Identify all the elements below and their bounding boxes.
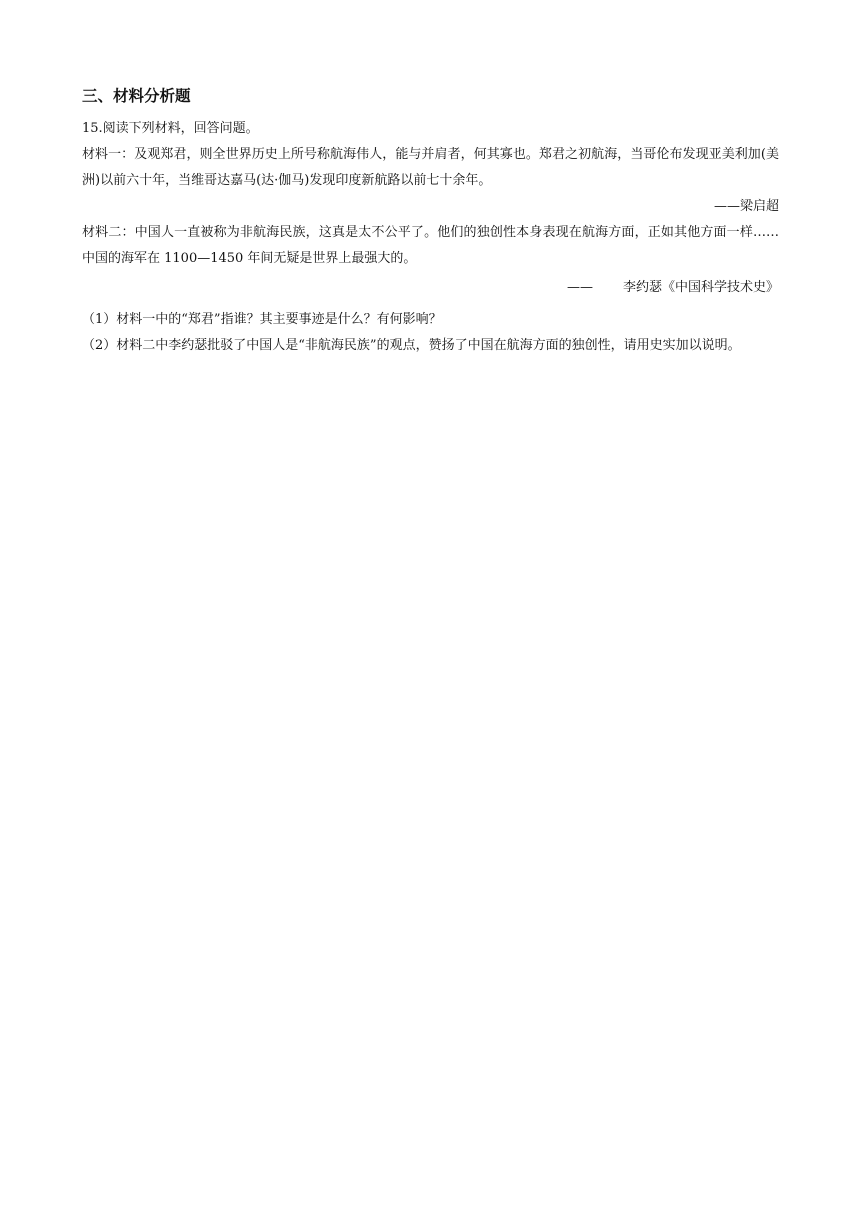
- sub-question-1: （1）材料一中的“郑君”指谁？其主要事迹是什么？有何影响？: [82, 312, 442, 327]
- material-one-source: ——梁启超: [713, 199, 779, 214]
- question-intro: 15.阅读下列材料，回答问题。: [82, 121, 259, 136]
- material-two-source: [82, 275, 779, 301]
- sub-question-list: [82, 307, 779, 359]
- material-one-text: 材料一：及观郑君，则全世界历史上所号称航海伟人，能与并肩者，何其寡也。郑君之初航海，当哥伦布发现亚美利加(美洲)以前六十年，当维哥达嘉马(达·伽马)发现印度新航路以前七十余年。: [82, 147, 779, 188]
- material-two-source-dash: ——: [566, 280, 593, 295]
- page-content: [82, 84, 779, 359]
- sub-question-2: （2）材料二中李约瑟批驳了中国人是“非航海民族”的观点，赞扬了中国在航海方面的独创性，请用史实加以说明。: [82, 338, 741, 353]
- section-title: 三、材料分析题: [82, 87, 191, 105]
- material-two-source-text: 李约瑟《中国科学技术史》: [622, 280, 779, 295]
- material-two-text: 材料二：中国人一直被称为非航海民族，这真是太不公平了。他们的独创性本身表现在航海方面，正如其他方面一样……中国的海军在 1100—1450 年间无疑是世界上最强大的。: [82, 225, 779, 266]
